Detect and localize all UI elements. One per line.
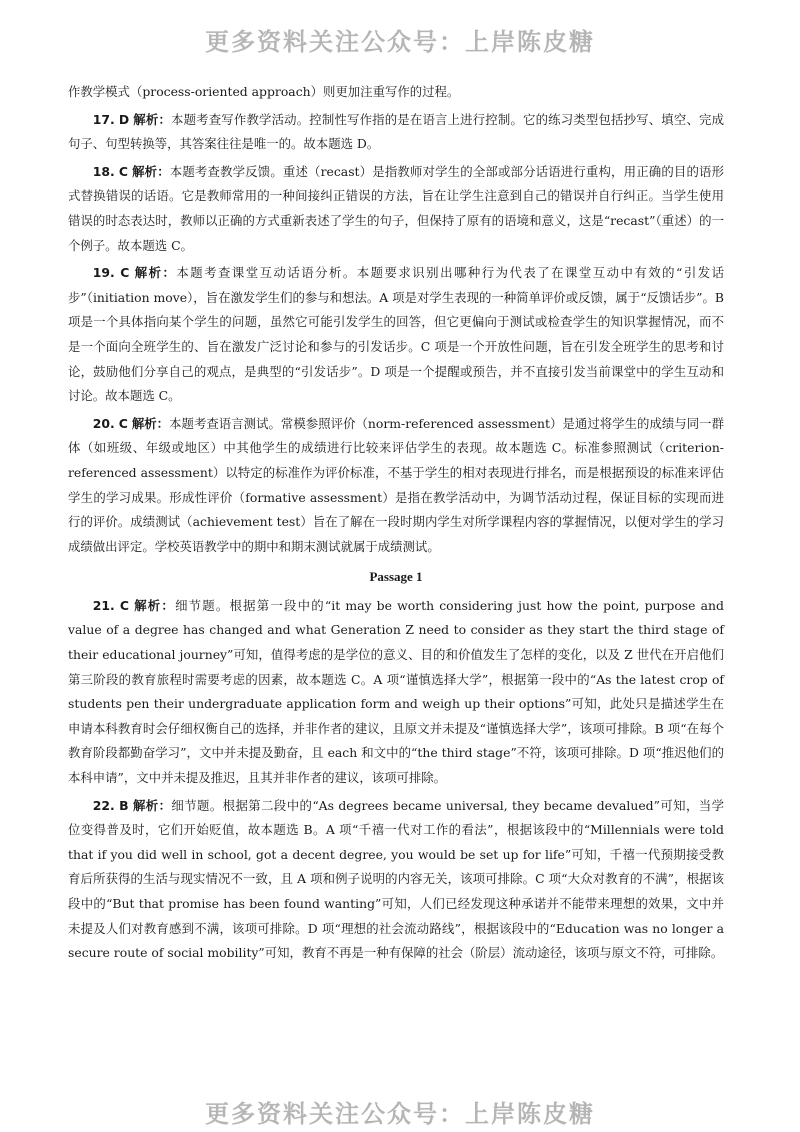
explanation-label: 解析：	[131, 415, 170, 431]
answer-letter: C	[118, 163, 128, 179]
answer-item-19	[68, 261, 724, 409]
explanation-label: 解析：	[133, 111, 172, 127]
explanation-text: 本题考查教学反馈。重述（recast）是指教师对学生的全部或部分话语进行重构，用正确的目的语形式替换错误的话语。它是教师常用的一种间接纠正错误的方法，旨在让学生注意到自己的错误并自行纠正。当学生使用错误的时态表达时，教师以正确的方式重新表述了学生的句子，但保持了原有的语境和意义，这是“recast”（重述）的一个例子。故本题选 C。	[68, 163, 724, 253]
question-number: 17.	[92, 111, 115, 127]
explanation-text: 本题考查写作教学活动。控制性写作指的是在语言上进行控制。它的练习类型包括抄写、填空、完成句子、句型转换等，其答案往往是唯一的。故本题选 D。	[68, 111, 724, 152]
question-number: 19.	[92, 265, 115, 281]
explanation-label: 解析：	[134, 597, 176, 613]
explanation-text: 细节题。根据第二段中的“As degrees became universal, they became devalued”可知，当学位变得普及时，它们开始贬值，故本题选 B。A 项“千禧一代对工作的看法”，根据该段中的“Millennials were told that if you did well in school, got a decent degree, you would be set up for life”可知，千禧一代预期接受教育后所获得的生活与现实情况不一致，且 A 项和例子说明的内容无关，该项可排除。C 项“大众对教育的不满”，根据该段中的“But that promise has been found wanting”可知，人们已经发现这种承诺并不能带来理想的效果，文中并未提及人们对教育感到不满，该项可排除。D 项“理想的社会流动路线”，根据该段中的“Education was no longer a secure route of social mobility”可知，教育不再是一种有保障的社会（阶层）流动途径，该项与原文不符，可排除。	[68, 797, 724, 961]
answer-item-20	[68, 412, 724, 560]
question-number: 20.	[92, 415, 115, 431]
passage-title: Passage 1	[369, 569, 423, 585]
explanation-text: 本题考查语言测试。常模参照评价（norm-referenced assessment）是通过将学生的成绩与同一群体（如班级、年级或地区）中其他学生的成绩进行比较来评估学生的表现。故本题选 C。标准参照测试（criterion-referenced assessment）以特定的标准作为评价标准，不基于学生的相对表现进行排名，而是根据预设的标准来评估学生的学习成果。形成性评价（formative assessment）是指在教学活动中，为调节活动过程，保证目标的实现而进行的评价。成绩测试（achievement test）旨在了解在一段时期内学生对所学课程内容的掌握情况，以便对学生的学习成绩做出评定。学校英语教学中的期中和期末测试就属于成绩测试。	[68, 415, 724, 554]
answer-item-21	[68, 594, 724, 791]
answer-item-18	[68, 160, 724, 258]
answer-letter: D	[118, 111, 130, 127]
answer-letter: C	[119, 597, 130, 613]
question-number: 18.	[92, 163, 115, 179]
watermark-bottom: 更多资料关注公众号：上岸陈皮糖	[205, 1100, 595, 1128]
answer-item-22	[68, 794, 724, 966]
explanation-label: 解析：	[134, 265, 177, 281]
question-number: 21.	[92, 597, 115, 613]
document-body	[68, 80, 724, 969]
answer-letter: C	[120, 265, 130, 281]
answer-letter: C	[118, 415, 128, 431]
intro-paragraph: 作教学模式（process-oriented approach）则更加注重写作的过程。	[68, 84, 460, 99]
answer-letter: B	[119, 797, 129, 813]
explanation-label: 解析：	[132, 797, 172, 813]
explanation-label: 解析：	[132, 163, 170, 179]
question-number: 22.	[92, 797, 115, 813]
watermark-top: 更多资料关注公众号：上岸陈皮糖	[205, 28, 595, 56]
explanation-text: 本题考查课堂互动话语分析。本题要求识别出哪种行为代表了在课堂互动中有效的“引发话步”（initiation move），旨在激发学生们的参与和想法。A 项是对学生表现的一种简单评价或反馈，属于“反馈话步”。B 项是一个具体指向某个学生的问题，虽然它可能引发学生的回答，但它更偏向于测试或检查学生的知识掌握情况，而不是一个面向全班学生的、旨在激发广泛讨论和参与的引发话步。C 项是一个开放性问题，旨在引发全班学生的思考和讨论，鼓励他们分享自己的观点，是典型的“引发话步”。D 项是一个提醒或预告，并不直接引发当前课堂中的学生互动和讨论。故本题选 C。	[68, 265, 724, 404]
answer-item-17	[68, 108, 724, 157]
explanation-text: 细节题。根据第一段中的“it may be worth considering just how the point, purpose and value of a degree has changed and what Generation Z need to consider as they start the third stage of their educational journey”可知，值得考虑的是学位的意义、目的和价值发生了怎样的变化，以及 Z 世代在开启他们第三阶段的教育旅程时需要考虑的因素，故本题选 C。A 项“谨慎选择大学”，根据第一段中的“As the latest crop of students pen their undergraduate application form and weigh up their options”可知，此处只是描述学生在申请本科教育时会仔细权衡自己的选择，并非作者的建议，且原文并未提及“谨慎选择大学”，该项可排除。B 项“在每个教育阶段都勤奋学习”，文中并未提及勤奋，且 each 和文中的“the third stage”不符，该项可排除。D 项“推迟他们的本科申请”，文中并未提及推迟，且其并非作者的建议，该项可排除。	[68, 597, 724, 786]
